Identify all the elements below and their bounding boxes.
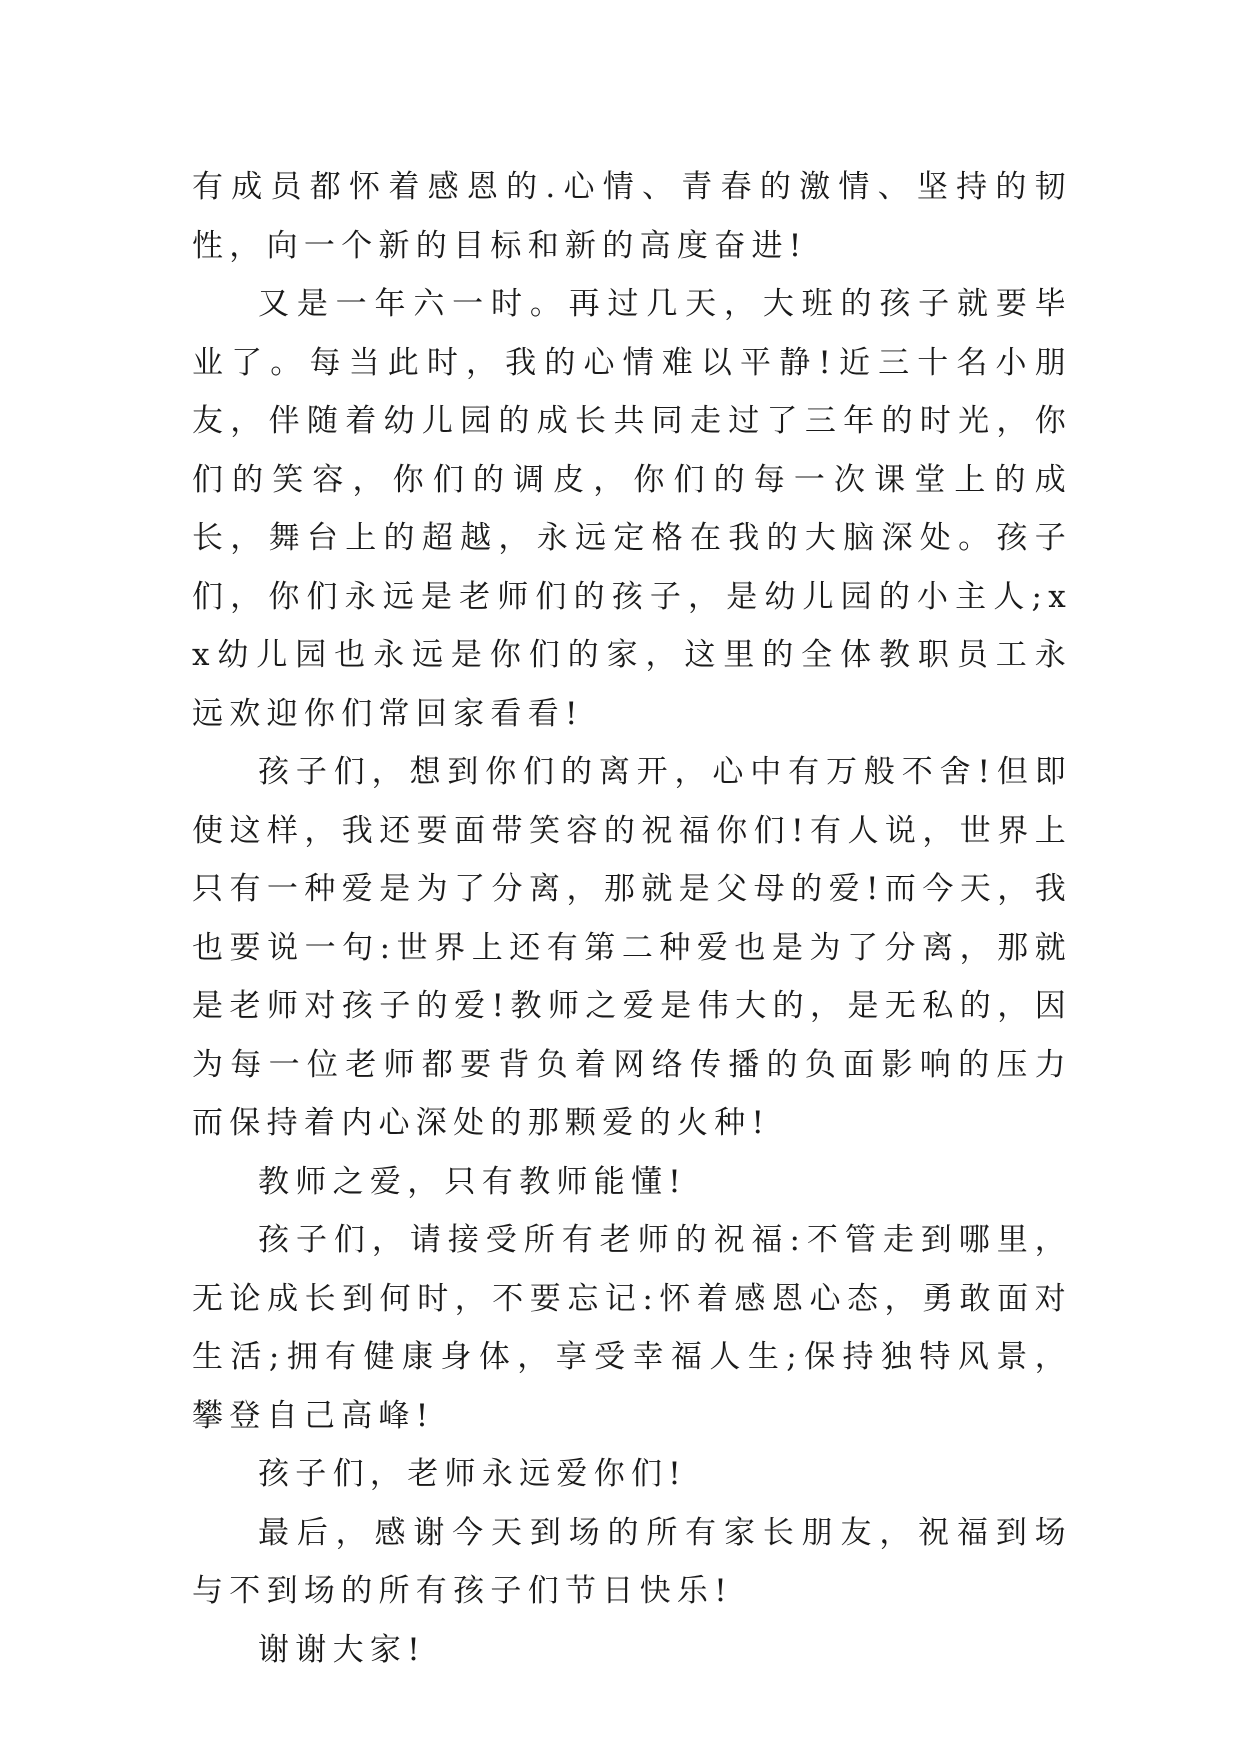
paragraph-graduation: 又是一年六一时。再过几天，大班的孩子就要毕业了。每当此时，我的心情难以平静!近三十名小朋友，伴随着幼儿园的成长共同走过了三年的时光，你们的笑容，你们的调皮，你们的每一次课堂上的成长，舞台上的超越，永远定格在我的大脑深处。孩子们，你们永远是老师们的孩子，是幼儿园的小主人;xx幼儿园也永远是你们的家，这里的全体教职员工永远欢迎你们常回家看看! [192,286,1072,732]
paragraph-continuation: 有成员都怀着感恩的.心情、青春的激情、坚持的韧性，向一个新的目标和新的高度奋进! [192,169,1072,264]
paragraph-thanks-parents: 最后，感谢今天到场的所有家长朋友，祝福到场与不到场的所有孩子们节日快乐! [192,1514,1072,1609]
document-body [192,158,1072,1679]
paragraph-closing: 谢谢大家! [258,1631,426,1668]
paragraph-love-you: 孩子们，老师永远爱你们! [258,1456,688,1492]
paragraph-teacher-love: 教师之爱，只有教师能懂! [258,1163,688,1200]
paragraph-blessing: 孩子们，请接受所有老师的祝福:不管走到哪里，无论成长到何时，不要忘记:怀着感恩心态，勇敢面对生活;拥有健康身体，享受幸福人生;保持独特风景，攀登自己高峰! [192,1222,1072,1434]
paragraph-farewell: 孩子们，想到你们的离开，心中有万般不舍!但即使这样，我还要面带笑容的祝福你们!有人说，世界上只有一种爱是为了分离，那就是父母的爱!而今天，我也要说一句:世界上还有第二种爱也是为了分离，那就是老师对孩子的爱!教师之爱是伟大的，是无私的，因为每一位老师都要背负着网络传播的负面影响的压力而保持着内心深处的那颗爱的火种! [192,754,1072,1141]
